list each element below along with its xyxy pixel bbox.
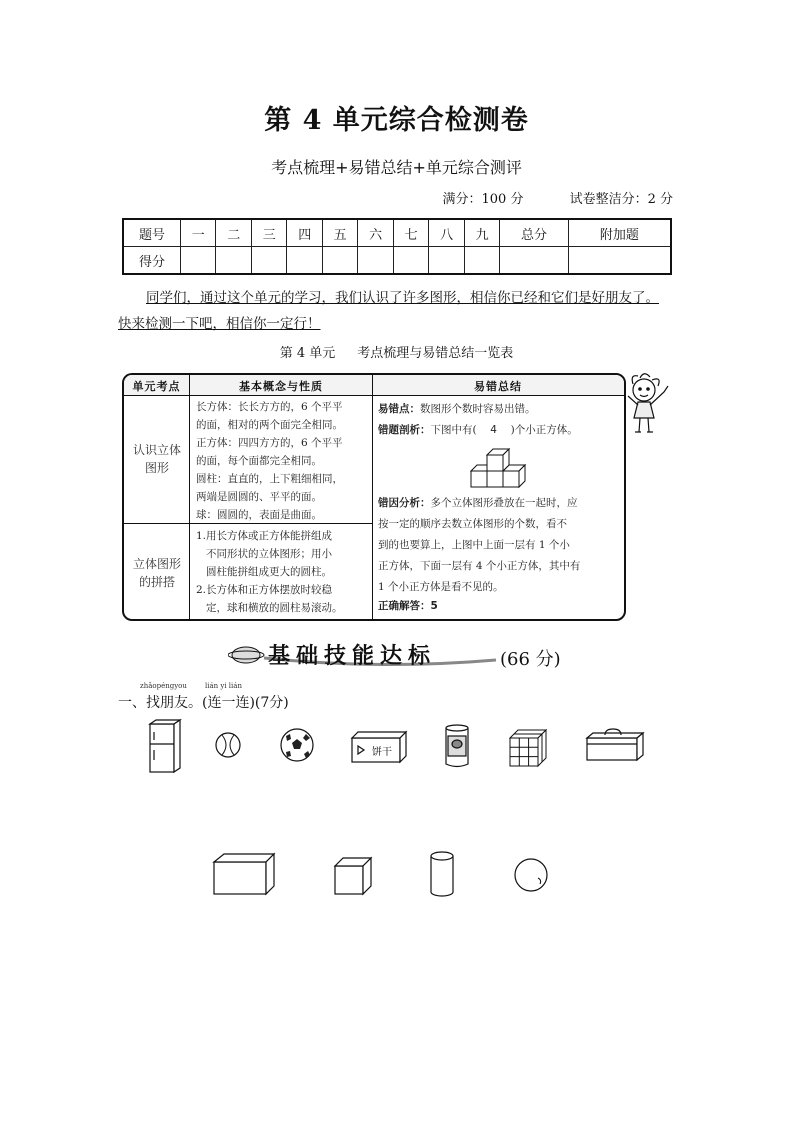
concept-line: 定，球和横放的圆柱易滚动。 <box>206 602 343 614</box>
pinyin-annotation: zhǎopéngyou <box>140 682 187 690</box>
score-blank[interactable] <box>568 247 671 275</box>
error-analysis <box>378 420 618 441</box>
cause-line: 多个立体图形叠放在一起时，应 <box>430 497 578 509</box>
answer-value: 5 <box>430 600 438 612</box>
cause-line: 到的也要算上，上图中上面一层有 1 个小 <box>378 539 570 551</box>
score-blank[interactable] <box>287 247 322 275</box>
question-1-text: 一、找朋友。(连一连)(7分) <box>118 695 289 711</box>
cause-line: 按一定的顺序去数立体图形的个数，看不 <box>378 518 567 530</box>
category-recognize-solids: 认识立体图形 <box>132 443 181 475</box>
score-cell: 七 <box>393 219 428 247</box>
pinyin-annotation: lián yi lián <box>205 682 242 690</box>
cause-line: 正方体，下面一层有 4 个小正方体，其中有 <box>378 560 581 572</box>
rubiks-cube-icon[interactable] <box>506 728 550 768</box>
score-cell: 九 <box>464 219 499 247</box>
concepts-recognize-solids <box>196 398 368 524</box>
cartoon-girl-icon <box>622 372 674 438</box>
error-point-label: 易错点： <box>378 403 420 415</box>
concept-line: 1.用长方体或正方体能拼组成 <box>196 530 333 542</box>
sphere-shape-icon[interactable] <box>512 856 550 894</box>
score-table-score-row <box>123 247 671 275</box>
section-title: 基础技能达标 <box>268 644 437 669</box>
score-blank[interactable] <box>393 247 428 275</box>
header-errors: 易错总结 <box>474 380 522 393</box>
concept-line: 不同形状的立体图形；用小 <box>206 548 332 560</box>
error-analysis-label: 错题剖析： <box>378 424 431 436</box>
analysis-text: 下图中有( <box>430 424 477 436</box>
review-table <box>122 373 626 621</box>
biscuit-box-icon[interactable] <box>348 728 408 766</box>
page-subtitle: 考点梳理+易错总结+单元综合测评 <box>271 158 522 177</box>
score-cell: 八 <box>429 219 464 247</box>
analysis-answer: 4 <box>490 424 497 436</box>
can-icon[interactable] <box>442 722 472 770</box>
score-table <box>122 218 672 275</box>
score-blank[interactable] <box>216 247 251 275</box>
concepts-build-solids <box>196 527 368 617</box>
score-cell: 二 <box>216 219 251 247</box>
divider <box>372 375 373 619</box>
refrigerator-icon[interactable] <box>146 718 182 774</box>
cube-shape-icon[interactable] <box>333 856 373 896</box>
biscuit-label: 饼干 <box>372 747 392 758</box>
score-cell: 四 <box>287 219 322 247</box>
error-cause <box>378 493 618 598</box>
score-info <box>401 188 674 207</box>
score-blank[interactable] <box>500 247 568 275</box>
full-score: 满分：100 分 <box>442 192 524 207</box>
soccer-ball-icon[interactable] <box>278 726 316 764</box>
stacked-cubes-figure <box>469 443 529 491</box>
suitcase-icon[interactable] <box>583 728 645 764</box>
error-point <box>378 399 618 420</box>
cuboid-shape-icon[interactable] <box>212 852 276 896</box>
score-cell: 题号 <box>123 219 181 247</box>
divider <box>189 375 190 619</box>
concept-line: 圆柱能拼组成更大的圆柱。 <box>206 566 332 578</box>
category-build-solids: 立体图形的拼搭 <box>132 557 181 589</box>
score-row-label: 得分 <box>123 247 181 275</box>
cylinder-shape-icon[interactable] <box>428 850 456 898</box>
score-blank[interactable] <box>429 247 464 275</box>
review-title-unit: 第 4 单元 <box>279 346 336 361</box>
score-cell: 附加题 <box>568 219 671 247</box>
score-cell: 一 <box>181 219 216 247</box>
header-unit-point: 单元考点 <box>132 380 181 393</box>
score-blank[interactable] <box>251 247 286 275</box>
score-cell: 六 <box>358 219 393 247</box>
tennis-ball-icon[interactable] <box>213 730 243 760</box>
header-concepts: 基本概念与性质 <box>239 380 323 393</box>
review-table-title <box>0 342 793 361</box>
section-score: (66 分) <box>500 649 561 670</box>
intro-line-1: 同学们，通过这个单元的学习，我们认识了许多图形，相信你已经和它们是好朋友了。 <box>146 290 659 306</box>
intro-text <box>118 285 678 337</box>
concept-line: 2.长方体和正方体摆放时较稳 <box>196 584 333 596</box>
score-blank[interactable] <box>358 247 393 275</box>
score-cell: 总分 <box>500 219 568 247</box>
answer-label: 正确解答： <box>378 600 431 612</box>
score-blank[interactable] <box>181 247 216 275</box>
score-cell: 三 <box>251 219 286 247</box>
analysis-text: )个小正方体。 <box>510 424 578 436</box>
concept-line: 两端是圆圆的、平平的面。 <box>196 491 322 503</box>
correct-answer <box>378 596 618 617</box>
score-blank[interactable] <box>322 247 357 275</box>
error-point-text: 数图形个数时容易出错。 <box>420 403 536 415</box>
neatness-score: 试卷整洁分：2 分 <box>569 192 673 207</box>
review-title-text: 考点梳理与易错总结一览表 <box>357 346 514 361</box>
concept-line: 的面，每个面都完全相同。 <box>196 455 322 467</box>
concept-line: 球：圆圆的，表面是曲面。 <box>196 509 322 521</box>
intro-line-2: 快来检测一下吧，相信你一定行！ <box>118 316 321 332</box>
score-blank[interactable] <box>464 247 499 275</box>
concept-line: 圆柱：直直的，上下粗细相同， <box>196 473 343 485</box>
concept-line: 长方体：长长方方的，6 个平平 <box>196 401 343 413</box>
concept-line: 的面，相对的两个面完全相同。 <box>196 419 343 431</box>
concept-line: 正方体：四四方方的，6 个平平 <box>196 437 343 449</box>
cause-line: 1 个小正方体是看不见的。 <box>378 581 504 593</box>
error-cause-label: 错因分析： <box>378 497 431 509</box>
page-title: 第 4 单元综合检测卷 <box>264 105 529 136</box>
review-table-header <box>124 375 624 396</box>
score-table-header-row <box>123 219 671 247</box>
score-cell: 五 <box>322 219 357 247</box>
